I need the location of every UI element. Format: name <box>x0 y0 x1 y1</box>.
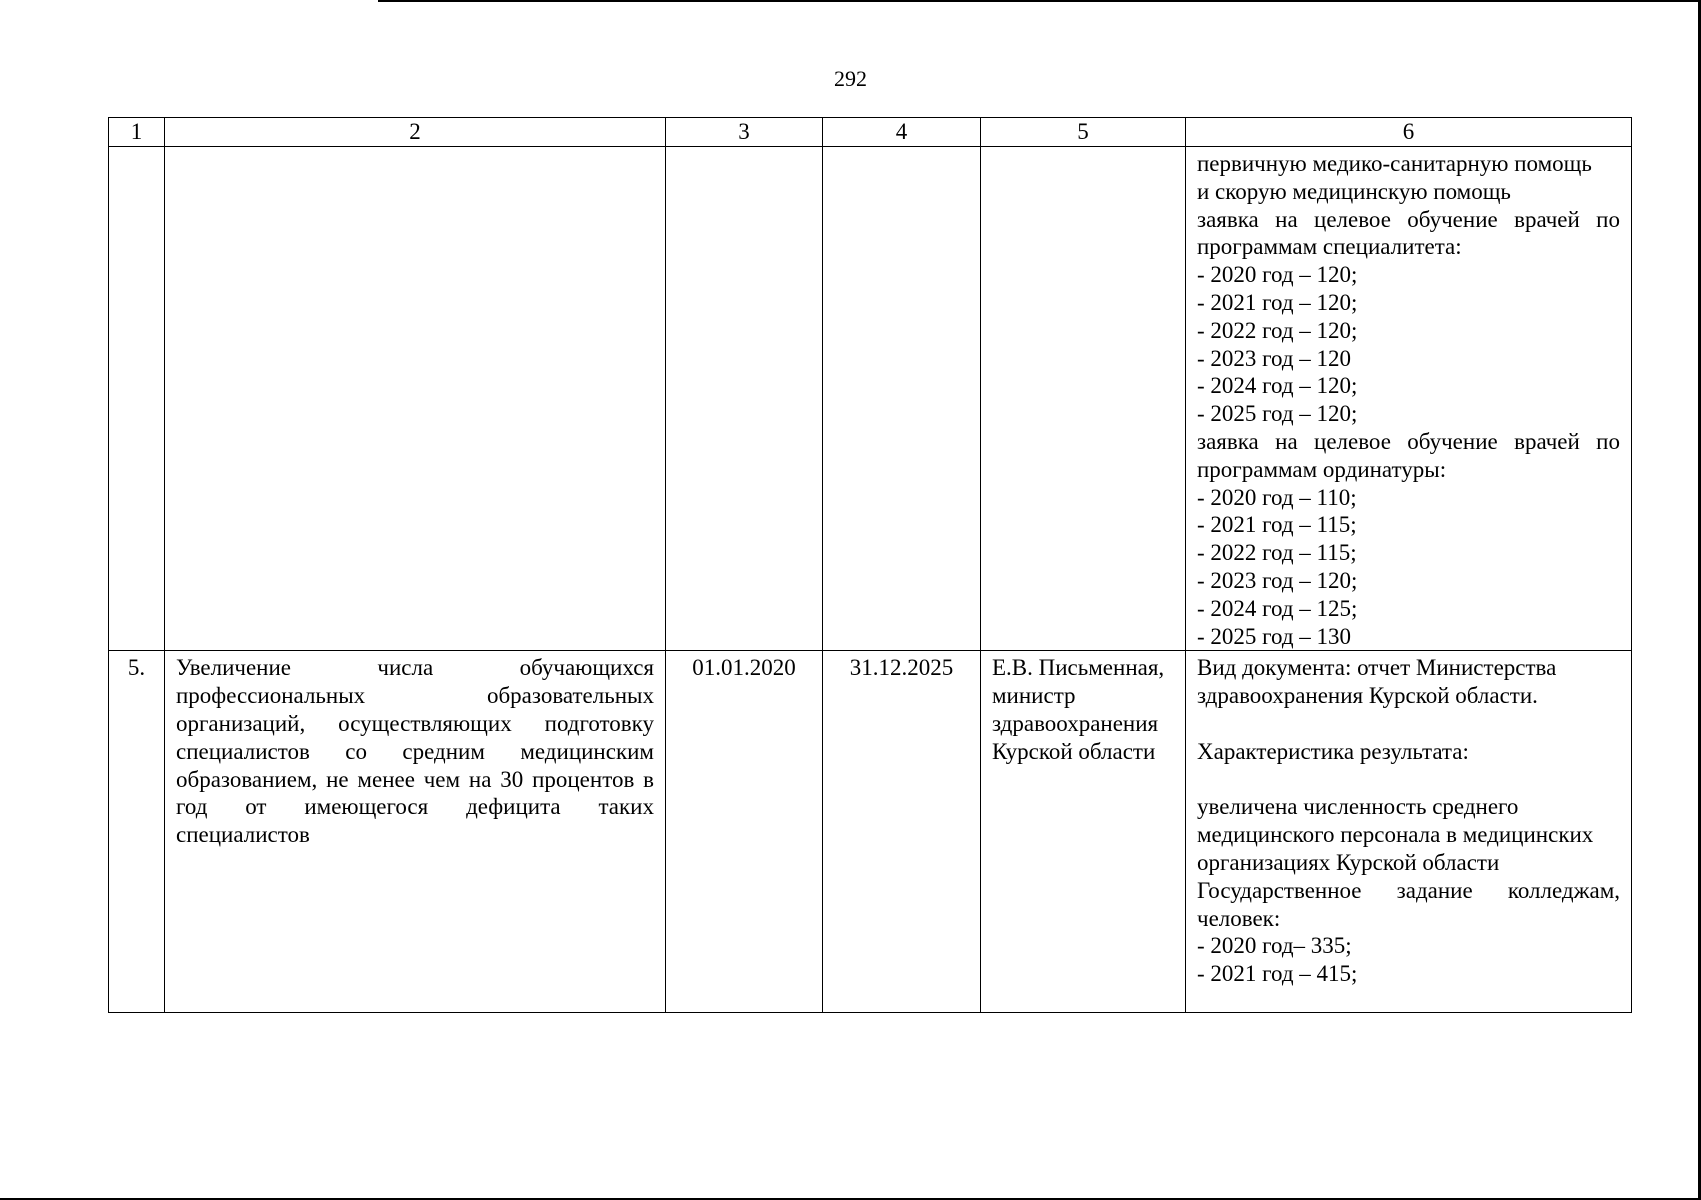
state-task-line: - 2020 год– 335; <box>1197 933 1352 959</box>
result-line: заявка на целевое обучение врачей по <box>1197 206 1620 232</box>
responsible-line: министр <box>992 683 1076 709</box>
start-date: 01.01.2020 <box>666 651 823 1013</box>
result-line: - 2022 год – 115; <box>1197 540 1357 566</box>
scan-border-top <box>378 0 1701 2</box>
result-description <box>1186 651 1632 1013</box>
cell-continued-responsible <box>981 147 1186 651</box>
result-line: - 2024 год – 120; <box>1197 373 1358 399</box>
cell-continued-start-date <box>666 147 823 651</box>
column-header-5: 5 <box>981 118 1186 147</box>
responsible-person <box>981 651 1186 1013</box>
column-header-3: 3 <box>666 118 823 147</box>
row-number: 5. <box>109 651 165 1013</box>
result-line: - 2021 год – 120; <box>1197 289 1358 315</box>
result-line: и скорую медицинскую помощь <box>1197 178 1511 204</box>
column-header-2: 2 <box>165 118 666 147</box>
result-line: - 2020 год – 120; <box>1197 262 1358 288</box>
cell-continued-end-date <box>823 147 981 651</box>
column-header-1: 1 <box>109 118 165 147</box>
result-line: - 2025 год – 120; <box>1197 401 1358 427</box>
state-task-line: - 2021 год – 415; <box>1197 961 1358 987</box>
responsible-line: Е.В. Письменная, <box>992 655 1165 681</box>
result-line: программам ординатуры: <box>1197 456 1447 482</box>
result-line: - 2023 год – 120; <box>1197 567 1358 593</box>
table-row-continued <box>109 147 1632 651</box>
result-line: заявка на целевое обучение врачей по <box>1197 428 1620 454</box>
result-char-text: увеличена численность среднего медицинского персонала в медицинских организациях Курской области <box>1197 794 1594 875</box>
end-date: 31.12.2025 <box>823 651 981 1013</box>
result-line: программам специалитета: <box>1197 234 1462 260</box>
result-line: - 2022 год – 120; <box>1197 317 1358 343</box>
table-row-5 <box>109 651 1632 1013</box>
column-header-6: 6 <box>1186 118 1632 147</box>
state-task-label: Государственное задание колледжам, человек: <box>1197 877 1620 931</box>
responsible-line: здравоохранения <box>992 710 1159 736</box>
result-char-label: Характеристика результата: <box>1197 738 1469 764</box>
column-header-4: 4 <box>823 118 981 147</box>
cell-continued-result <box>1186 147 1632 651</box>
document-table <box>108 117 1632 1013</box>
result-doc-type: Вид документа: отчет Министерства здравоохранения Курской области. <box>1197 655 1557 709</box>
result-line: - 2021 год – 115; <box>1197 512 1357 538</box>
cell-continued-number <box>109 147 165 651</box>
header-row <box>109 118 1632 147</box>
page-number: 292 <box>834 66 867 91</box>
result-line: - 2025 год – 130 <box>1197 623 1352 649</box>
responsible-line: Курской области <box>992 738 1156 764</box>
result-line: - 2020 год – 110; <box>1197 484 1357 510</box>
result-line: первичную медико-санитарную помощь <box>1197 151 1592 176</box>
result-line: - 2023 год – 120 <box>1197 345 1352 371</box>
result-line: - 2024 год – 125; <box>1197 595 1358 621</box>
measure-description: Увеличение числа обучающихся профессиональных образовательных организаций, осуществляющих подготовку специалистов со средним медицинским образованием, не менее чем на 30 процентов в год от имеющегося дефицита таких специалистов <box>165 651 666 1013</box>
cell-continued-description <box>165 147 666 651</box>
